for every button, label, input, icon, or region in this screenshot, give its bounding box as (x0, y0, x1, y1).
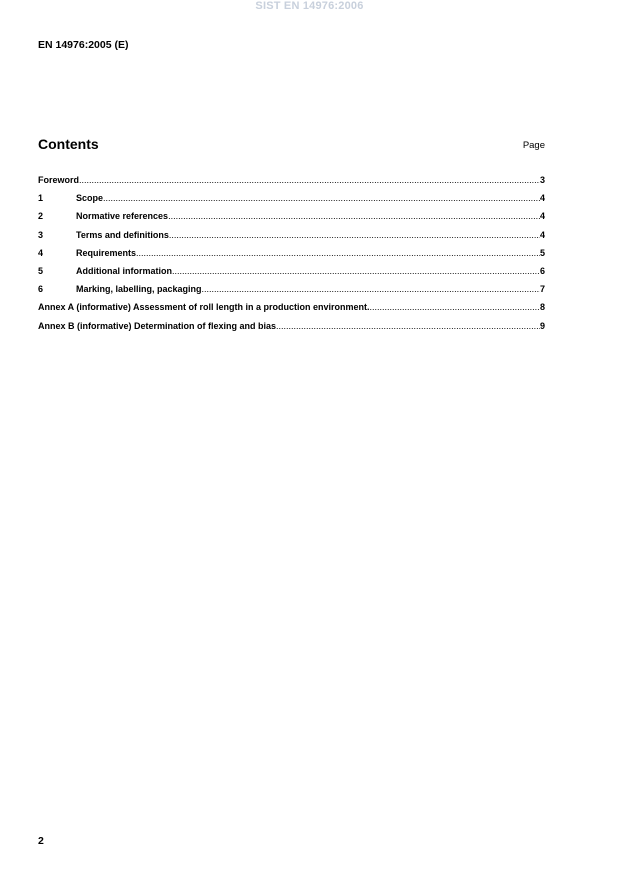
toc-dot-leader (276, 321, 540, 331)
toc-entry-title: Scope (76, 193, 104, 204)
watermark-text: SIST EN 14976:2006 (255, 0, 364, 12)
toc-entry-page: 7 (539, 284, 545, 295)
toc-entry-requirements[interactable] (38, 248, 545, 266)
table-of-contents (38, 175, 545, 339)
toc-dot-leader (169, 230, 540, 240)
toc-entry-number: 1 (38, 193, 44, 204)
toc-entry-title: Terms and definitions (76, 229, 169, 240)
toc-entry-scope[interactable] (38, 193, 545, 211)
toc-entry-page: 9 (539, 320, 545, 331)
toc-dot-leader (370, 302, 540, 312)
toc-dot-leader (168, 211, 540, 221)
page-number: 2 (38, 835, 44, 847)
page-column-label: Page (522, 140, 545, 151)
toc-entry-page: 8 (539, 302, 545, 313)
toc-entry-title: Annex B (informative) Determination of flexing and bias (38, 320, 277, 331)
toc-entry-number: 5 (38, 265, 44, 276)
toc-entry-page: 4 (539, 211, 545, 222)
toc-entry-page: 4 (539, 229, 545, 240)
toc-entry-page: 5 (539, 247, 545, 258)
toc-entry-normative-references[interactable] (38, 211, 545, 229)
toc-entry-additional-information[interactable] (38, 266, 545, 284)
toc-dot-leader (103, 193, 540, 203)
toc-entry-title: Foreword (38, 175, 80, 185)
toc-entry-title: Additional information (76, 265, 172, 276)
toc-entry-title: Marking, labelling, packaging (76, 284, 202, 295)
toc-entry-number: 2 (38, 211, 44, 222)
toc-entry-page: 3 (539, 175, 545, 185)
toc-entry-number: 6 (38, 284, 44, 295)
toc-entry-annex-b[interactable] (38, 321, 545, 339)
contents-heading: Contents (38, 136, 99, 152)
toc-entry-foreword[interactable] (38, 175, 545, 193)
toc-entry-annex-a[interactable] (38, 302, 545, 320)
toc-dot-leader (79, 175, 540, 185)
toc-dot-leader (136, 248, 540, 258)
toc-dot-leader (202, 284, 540, 294)
toc-entry-number: 3 (38, 229, 44, 240)
toc-entry-marking-labelling-packaging[interactable] (38, 284, 545, 302)
toc-entry-number: 4 (38, 247, 44, 258)
toc-entry-title: Annex A (informative) Assessment of roll length in a production environment. (38, 302, 370, 313)
toc-entry-terms-and-definitions[interactable] (38, 230, 545, 248)
toc-entry-title: Normative references (76, 211, 169, 222)
toc-entry-page: 6 (539, 265, 545, 276)
toc-entry-title: Requirements (76, 247, 137, 258)
toc-entry-page: 4 (539, 193, 545, 204)
toc-dot-leader (172, 266, 540, 276)
document-identifier: EN 14976:2005 (E) (38, 39, 129, 51)
